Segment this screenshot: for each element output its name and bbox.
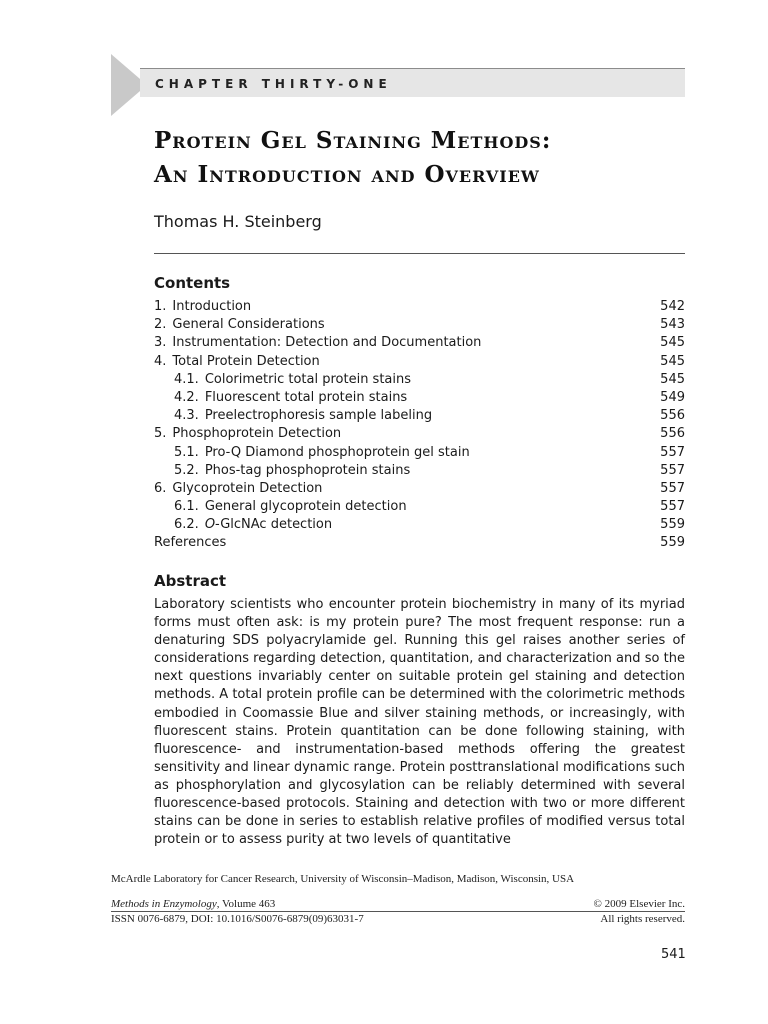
toc-entry-page: 545 <box>660 335 685 351</box>
toc-entry-title <box>154 371 411 389</box>
toc-entry-number: 5. <box>154 426 167 442</box>
contents-heading: Contents <box>154 274 231 292</box>
toc-entry-number: 6. <box>154 480 167 496</box>
toc-entry-number: 1. <box>154 299 167 314</box>
toc-entry-label: -GlcNAc detection <box>215 517 333 533</box>
toc-entry-number: 4.3. <box>174 408 199 424</box>
toc-entry-page: 545 <box>660 353 685 369</box>
toc-entry-italic-prefix: O <box>204 517 216 533</box>
toc-entry-title <box>154 480 322 498</box>
toc-entry-number: 6.1. <box>174 499 199 515</box>
table-of-contents <box>154 298 685 553</box>
toc-entry-title <box>154 516 332 534</box>
toc-entry-number: 4.1. <box>174 371 199 387</box>
toc-entry-title <box>154 334 481 352</box>
toc-entry-label: General glycoprotein detection <box>204 499 407 515</box>
journal-name: Methods in Enzymology <box>111 898 217 910</box>
toc-entry-label: Total Protein Detection <box>172 353 320 369</box>
toc-entry-label: References <box>154 535 227 551</box>
toc-entry-title <box>154 444 470 462</box>
toc-entry-title <box>154 298 251 316</box>
toc-entry[interactable] <box>154 407 685 425</box>
toc-entry-page: 543 <box>660 317 685 333</box>
toc-entry-title <box>154 534 226 552</box>
author-name: Thomas H. Steinberg <box>154 212 322 231</box>
chapter-title-line-1: Protein Gel Staining Methods: <box>154 127 552 154</box>
page-number: 541 <box>661 947 686 962</box>
toc-entry-label: General Considerations <box>172 317 325 333</box>
toc-entry-page: 556 <box>660 408 685 424</box>
toc-entry-number: 5.2. <box>174 462 199 478</box>
toc-entry-number: 3. <box>154 335 167 351</box>
toc-entry[interactable] <box>154 480 685 498</box>
toc-entry-label: Pro-Q Diamond phosphoprotein gel stain <box>204 444 470 460</box>
toc-entry-label: Colorimetric total protein stains <box>204 371 412 387</box>
toc-entry[interactable] <box>154 371 685 389</box>
chapter-title <box>154 124 694 192</box>
journal-citation <box>111 898 275 910</box>
toc-entry-page: 556 <box>660 426 685 442</box>
toc-entry-page: 557 <box>660 444 685 460</box>
toc-entry[interactable] <box>154 353 685 371</box>
toc-entry-title <box>154 407 432 425</box>
toc-entry[interactable] <box>154 334 685 352</box>
toc-entry[interactable] <box>154 516 685 534</box>
toc-entry[interactable] <box>154 534 685 552</box>
footer-divider <box>111 911 685 912</box>
toc-entry-number: 4.2. <box>174 389 199 405</box>
toc-entry-label: Introduction <box>172 299 252 314</box>
toc-entry[interactable] <box>154 444 685 462</box>
toc-entry-label: Phosphoprotein Detection <box>172 426 342 442</box>
toc-entry-page: 557 <box>660 480 685 496</box>
chapter-label: CHAPTER THIRTY-ONE <box>155 77 392 91</box>
toc-entry-title <box>154 425 341 443</box>
toc-entry-label: Preelectrophoresis sample labeling <box>204 408 433 424</box>
footer-row-issn <box>111 913 685 925</box>
toc-entry[interactable] <box>154 425 685 443</box>
toc-entry-number: 4. <box>154 353 167 369</box>
toc-entry-number: 6.2. <box>174 517 199 533</box>
toc-entry-page: 559 <box>660 517 685 533</box>
toc-entry[interactable] <box>154 498 685 516</box>
chapter-title-line-2: An Introduction and Overview <box>154 161 540 188</box>
toc-entry-page: 545 <box>660 371 685 387</box>
toc-entry-page: 557 <box>660 462 685 478</box>
toc-entry[interactable] <box>154 389 685 407</box>
toc-entry-title <box>154 353 320 371</box>
toc-entry-label: Instrumentation: Detection and Documentation <box>172 335 482 351</box>
toc-entry-label: Glycoprotein Detection <box>172 480 323 496</box>
toc-entry-page: 549 <box>660 389 685 405</box>
toc-entry-label: Fluorescent total protein stains <box>204 389 408 405</box>
toc-entry-number: 5.1. <box>174 444 199 460</box>
footer-row-journal <box>111 898 685 910</box>
toc-entry-title <box>154 498 407 516</box>
copyright: © 2009 Elsevier Inc. <box>593 898 685 910</box>
header-divider <box>154 253 685 254</box>
chapter-banner <box>140 68 685 97</box>
toc-entry-page: 557 <box>660 499 685 515</box>
abstract-text: Laboratory scientists who encounter protein biochemistry in many of its myriad forms must often ask: is my protein pure? The most frequent response: run a denaturing SDS polyacrylamide gel. Running this gel raises another series of considerations regarding detection, quantitation, and characterization and so the next questions invariably center on suitable protein gel staining and detection methods. A total protein profile can be determined with the colorimetric methods embodied in Coomassie Blue and silver staining methods, or increasingly, with fluorescent stains. Protein quantitation can be done following staining, with fluorescence- and instrumentation-based methods offering the greatest sensitivity and linear dynamic range. Protein posttranslational modifications such as phosphorylation and glycosylation can be reliably determined with several fluorescence-based protocols. Staining and detection with two or more different stains can be done in series to establish relative profiles of modified versus total protein or to assess purity at two levels of quantitative <box>154 597 685 848</box>
toc-entry-title <box>154 316 325 334</box>
rights-statement: All rights reserved. <box>600 913 685 925</box>
toc-entry-label: Phos-tag phosphoprotein stains <box>204 462 411 478</box>
toc-entry-page: 542 <box>660 299 685 314</box>
issn-doi: ISSN 0076-6879, DOI: 10.1016/S0076-6879(09)63031-7 <box>111 913 364 925</box>
abstract-heading: Abstract <box>154 572 227 590</box>
toc-entry-page: 559 <box>660 535 685 551</box>
toc-entry[interactable] <box>154 462 685 480</box>
journal-volume: , Volume 463 <box>216 898 276 910</box>
toc-entry-title <box>154 389 407 407</box>
toc-entry-number: 2. <box>154 317 167 333</box>
toc-entry-title <box>154 462 410 480</box>
toc-entry[interactable] <box>154 298 685 316</box>
toc-entry[interactable] <box>154 316 685 334</box>
author-affiliation: McArdle Laboratory for Cancer Research, University of Wisconsin–Madison, Madison, Wisconsin, USA <box>111 873 575 885</box>
